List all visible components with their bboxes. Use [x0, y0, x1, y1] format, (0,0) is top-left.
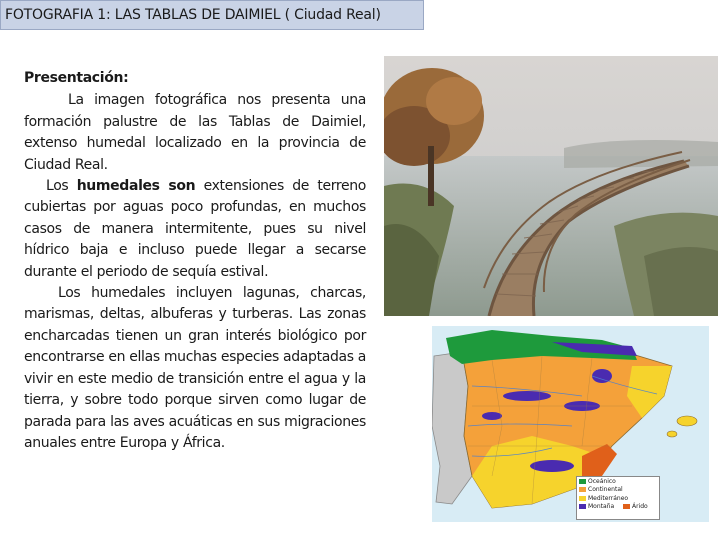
- legend-label: Árido: [632, 503, 648, 511]
- wetland-boardwalk-photo: [384, 56, 718, 316]
- legend-label: Continental: [588, 486, 623, 494]
- paragraph-2-bold: humedales son: [76, 178, 196, 195]
- legend-label: Oceánico: [588, 478, 616, 485]
- page-title: FOTOGRAFIA 1: LAS TABLAS DE DAIMIEL ( Ciudad Real): [0, 0, 424, 30]
- swatch-continental: [579, 487, 586, 492]
- paragraph-3: Los humedales incluyen lagunas, charcas, marismas, deltas, albuferas y turberas. Las zonas encharcadas tienen un gran interés biológico por encontrarse en ellas muchas especies adaptadas a vivir en este medio de transición entre el agua y la tierra, y sobre todo porque sirven como lugar de parada para las aves acuáticas en sus migraciones anuales entre Europa y África.: [24, 285, 366, 451]
- legend-arid: [623, 503, 648, 511]
- text-column: [24, 68, 366, 454]
- paragraph-2: [24, 176, 366, 283]
- map-illustration: [432, 326, 709, 522]
- legend-row-2: [579, 486, 657, 494]
- swatch-oceanic: [579, 479, 586, 484]
- legend-row-3: [579, 495, 657, 503]
- swatch-mediterranean: [579, 496, 586, 501]
- legend-label: Montaña: [588, 503, 615, 511]
- paragraph-2-start: Los: [46, 178, 77, 195]
- section-heading: Presentación:: [24, 70, 129, 86]
- legend-label: Mediterráneo: [588, 494, 629, 502]
- swatch-mountain: [579, 504, 586, 509]
- photo-illustration: [384, 56, 718, 316]
- swatch-arid: [623, 504, 630, 509]
- paragraph-2-rest: extensiones de terreno cubiertas por aguas poco profundas, en muchos casos de manera intermitente, pues su nivel hídrico baja e incluso puede llegar a secarse durante el periodo de sequía estival.: [24, 178, 366, 280]
- map-legend: [576, 476, 660, 520]
- climate-map-spain: [432, 326, 709, 522]
- legend-row-1: [579, 478, 657, 486]
- legend-row-4: [579, 503, 657, 511]
- paragraph-1: La imagen fotográfica nos presenta una formación palustre de las Tablas de Daimiel, extenso humedal localizado en la provincia de Ciudad Real.: [24, 92, 366, 173]
